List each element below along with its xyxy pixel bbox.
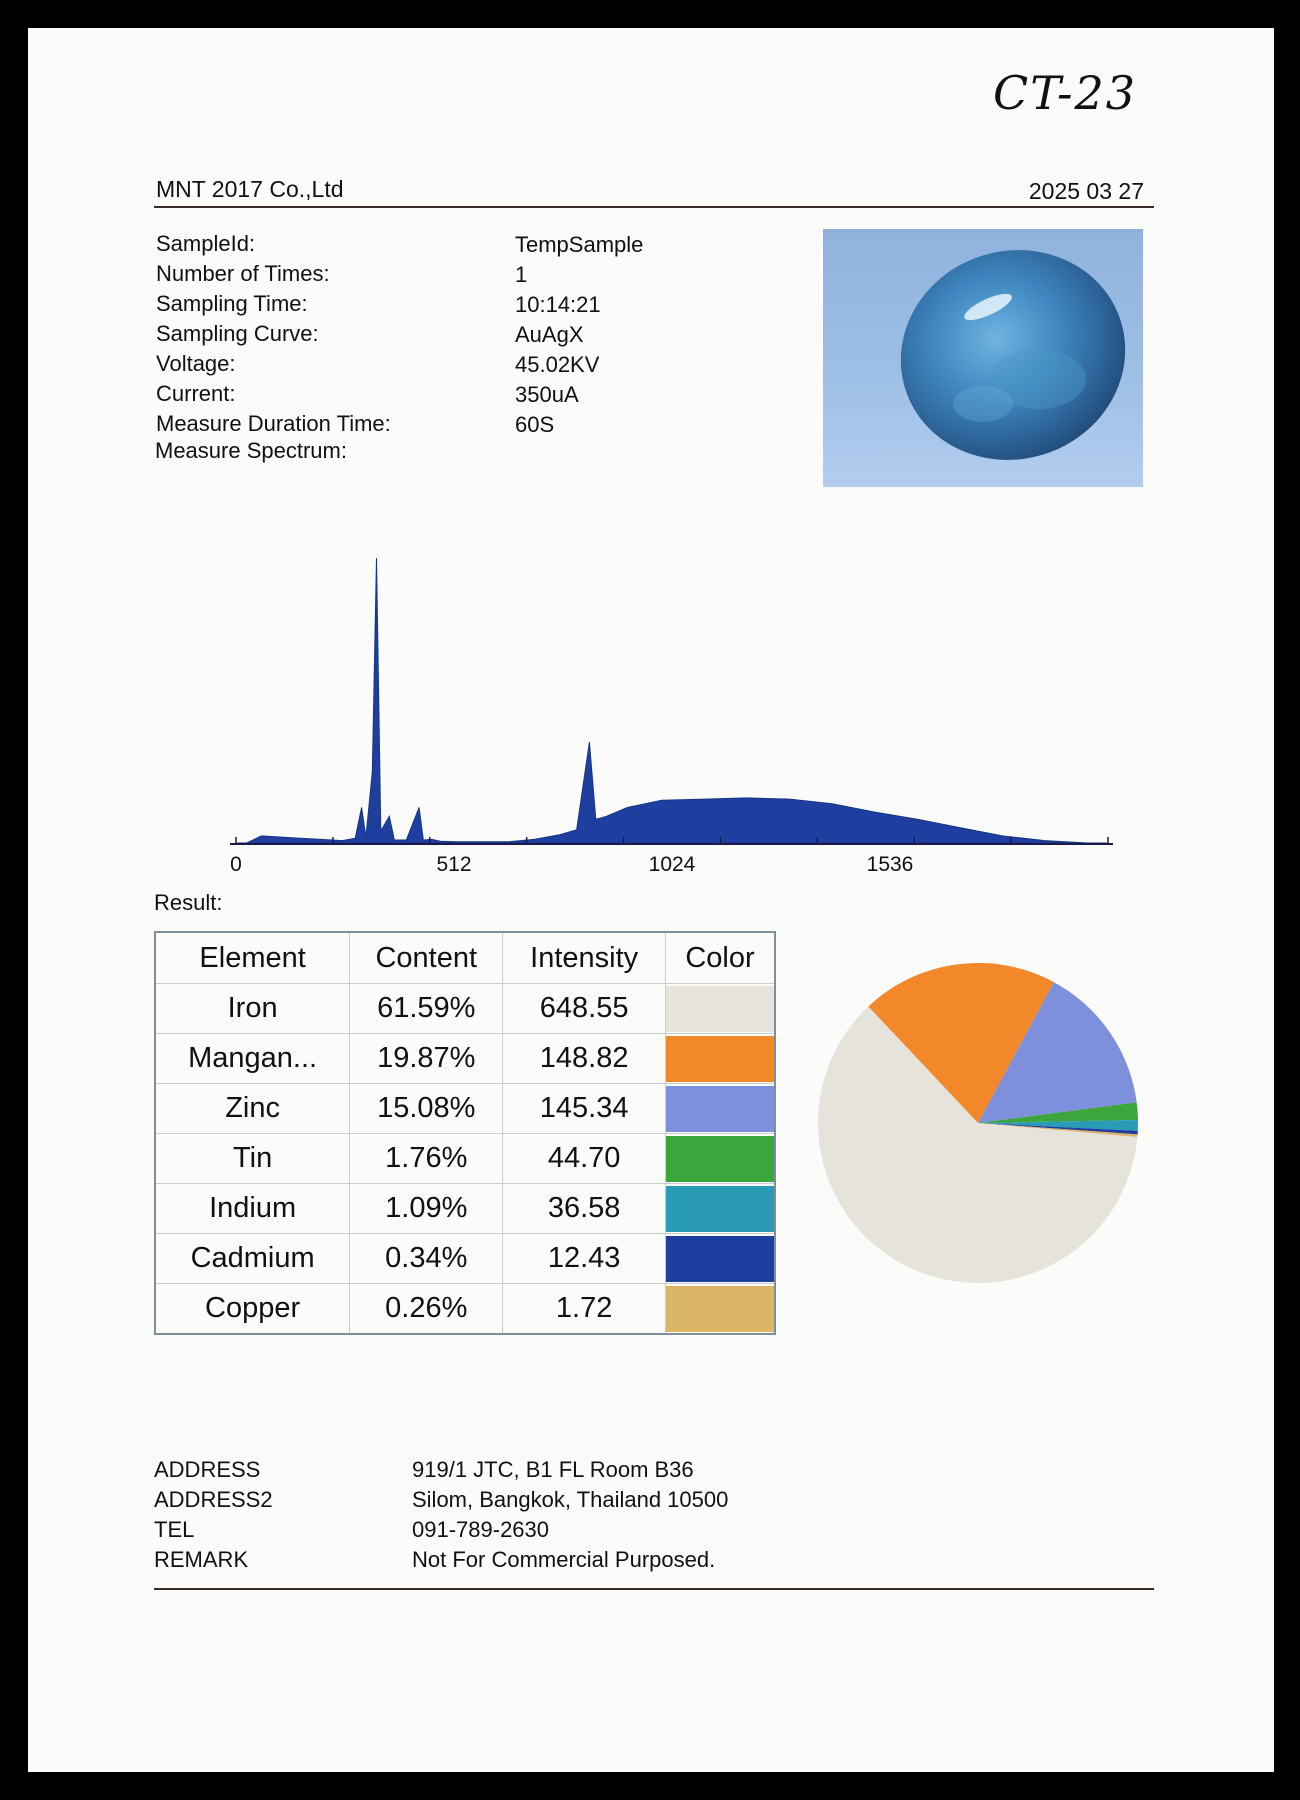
content-cell: 0.26%: [350, 1284, 503, 1335]
intensity-cell: 148.82: [503, 1034, 666, 1084]
intensity-cell: 12.43: [503, 1234, 666, 1284]
report-date: 2025 03 27: [1028, 178, 1144, 204]
result-title: Result:: [154, 890, 223, 915]
meta-value: AuAgX: [515, 322, 584, 347]
content-cell: 0.34%: [350, 1234, 503, 1284]
column-header-content: Content: [350, 932, 503, 984]
spectrum-area: [236, 558, 1108, 843]
column-header-color: Color: [666, 932, 776, 984]
footer-label: ADDRESS2: [154, 1487, 273, 1512]
table-row: [155, 1184, 775, 1234]
result-table: [154, 931, 776, 1335]
footer-label: REMARK: [154, 1547, 249, 1572]
report-page: [28, 28, 1274, 1772]
meta-label: Current:: [156, 381, 236, 406]
meta-label: Number of Times:: [156, 261, 330, 286]
table-row: [155, 1134, 775, 1184]
color-swatch: [666, 1036, 774, 1082]
footer-labels: [154, 1455, 273, 1575]
element-cell: Indium: [155, 1184, 350, 1234]
table-row: [155, 1284, 775, 1335]
meta-value: 45.02KV: [515, 352, 600, 377]
element-cell: Cadmium: [155, 1234, 350, 1284]
color-cell: [666, 1034, 776, 1084]
intensity-cell: 145.34: [503, 1084, 666, 1134]
footer-value: Silom, Bangkok, Thailand 10500: [412, 1487, 729, 1512]
meta-value: TempSample: [515, 232, 644, 257]
meta-label: Sampling Time:: [156, 291, 308, 316]
meta-value: 1: [515, 262, 528, 287]
footer-value: 091-789-2630: [412, 1517, 550, 1542]
color-swatch: [666, 1086, 774, 1132]
meta-label: Voltage:: [156, 351, 236, 376]
intensity-cell: 44.70: [503, 1134, 666, 1184]
element-cell: Zinc: [155, 1084, 350, 1134]
color-cell: [666, 1234, 776, 1284]
composition-pie-chart: [803, 948, 1153, 1298]
color-cell: [666, 1134, 776, 1184]
intensity-cell: 648.55: [503, 984, 666, 1034]
footer-label: TEL: [154, 1517, 195, 1542]
color-cell: [666, 984, 776, 1034]
meta-label: Sampling Curve:: [156, 321, 319, 346]
color-cell: [666, 1284, 776, 1335]
content-cell: 1.76%: [350, 1134, 503, 1184]
element-cell: Mangan...: [155, 1034, 350, 1084]
footer-value: 919/1 JTC, B1 FL Room B36: [412, 1457, 694, 1482]
table-row: [155, 1034, 775, 1084]
content-cell: 1.09%: [350, 1184, 503, 1234]
footer-value: Not For Commercial Purposed.: [412, 1547, 716, 1572]
element-cell: Tin: [155, 1134, 350, 1184]
color-swatch: [666, 1286, 774, 1332]
column-header-intensity: Intensity: [503, 932, 666, 984]
spectrum-chart: [198, 538, 1123, 876]
color-swatch: [666, 1186, 774, 1232]
spectrum-tick-label: 1536: [866, 853, 914, 876]
color-swatch: [666, 986, 774, 1032]
table-row: [155, 984, 775, 1034]
content-cell: 61.59%: [350, 984, 503, 1034]
color-swatch: [666, 1236, 774, 1282]
meta-value: 60S: [515, 412, 555, 437]
table-row: [155, 1234, 775, 1284]
meta-value: 10:14:21: [515, 292, 601, 317]
intensity-cell: 1.72: [503, 1284, 666, 1335]
color-cell: [666, 1184, 776, 1234]
intensity-cell: 36.58: [503, 1184, 666, 1234]
meta-value: 350uA: [515, 382, 579, 407]
footer-label: ADDRESS: [154, 1457, 261, 1482]
content-cell: 19.87%: [350, 1034, 503, 1084]
gemstone-image: [823, 229, 1143, 487]
footer-values: [412, 1455, 728, 1575]
meta-label: Measure Duration Time:: [156, 411, 391, 436]
spectrum-title: Measure Spectrum:: [155, 438, 347, 463]
footer-divider: [154, 1588, 1154, 1590]
sample-metadata-values: [515, 230, 643, 440]
element-cell: Iron: [155, 984, 350, 1034]
element-cell: Copper: [155, 1284, 350, 1335]
color-cell: [666, 1084, 776, 1134]
company-name: MNT 2017 Co.,Ltd: [156, 176, 344, 202]
sample-metadata: [156, 229, 391, 439]
content-cell: 15.08%: [350, 1084, 503, 1134]
spectrum-tick-label: 512: [436, 853, 472, 876]
header-divider: [154, 206, 1154, 208]
table-row: [155, 1084, 775, 1134]
gemstone-photo: [823, 229, 1143, 487]
spectrum-tick-label: 0: [230, 853, 242, 876]
color-swatch: [666, 1136, 774, 1182]
spectrum-tick-label: 1024: [648, 853, 696, 876]
meta-label: SampleId:: [156, 231, 256, 256]
column-header-element: Element: [155, 932, 350, 984]
handwritten-annotation: CT-23: [993, 66, 1138, 120]
table-header-row: [155, 932, 775, 984]
